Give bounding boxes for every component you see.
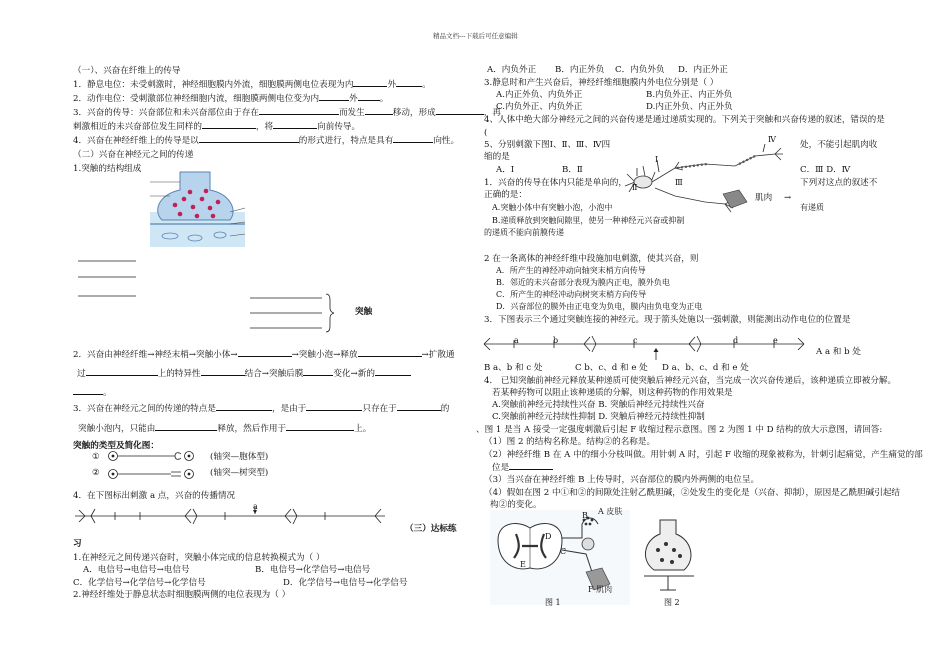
- chain-letter-a: a: [514, 336, 519, 345]
- page-header: 精品文档---下载后可任意编辑: [433, 32, 518, 40]
- neuron-muscle-diagram: [615, 140, 805, 215]
- r7-option-a: A．所产生的神经冲动向轴突末梢方向传导: [496, 266, 646, 275]
- r10-question: 、图 1 是当 A 接受一定强度刺激后引起 F 收缩过程示意图。图 2 为图 1 中 D 结构的放大示意图，请回答:: [476, 425, 883, 435]
- question-transmission-3: 。: [73, 388, 112, 398]
- r6-question-cont: 下列对这点的叙述不: [800, 178, 878, 188]
- r2-option-c: C．内负外负: [615, 65, 665, 75]
- r5-option-b: B．Ⅱ: [562, 165, 583, 175]
- r10-sub-4-cont: 构②的变化。: [490, 500, 542, 510]
- figure-1-muscle-label: F 肌肉: [588, 585, 613, 594]
- question-4: 4．兴奋在神经纤维上的传导是以 的形式进行，特点是具有 向性。: [73, 136, 460, 146]
- point-III-label: Ⅲ: [675, 178, 683, 187]
- figure-2-synapse: [638, 520, 700, 595]
- r9-question-cont: 若某种药物可以阻止该种递质的分解，则这种药物的作用效果是: [492, 388, 733, 398]
- r2-option-d: D．内正外正: [678, 65, 728, 75]
- section-3-title-b: 习: [73, 539, 82, 549]
- r7-option-d: D．兴奋部位的膜外由正电变为负电，膜内由负电变为正电: [496, 302, 703, 311]
- r4-paren: (: [484, 128, 488, 138]
- figure-1-E-label: E: [520, 560, 526, 569]
- r9-option-cd: C.突触前神经元持续性抑制 D. 突触后神经元持续性抑制: [492, 412, 705, 422]
- r4-question: 4、人体中绝大部分神经元之间的兴奋传递是通过递质实现的。下列关于突触和兴奋传递的叙述，错误的是: [484, 115, 885, 125]
- figure-1-skin-label: A 皮肤: [598, 507, 623, 516]
- r7-question: 2 在一条离体的神经纤维中段施加电刺激，使其兴奋，则: [484, 254, 699, 264]
- r3-option-a: A.内正外负、内负外正: [496, 90, 583, 100]
- r3-option-b: B.内负外正、内正外负: [646, 90, 733, 100]
- chain-letter-b: b: [553, 336, 559, 345]
- neuron-chain-diagram: [75, 502, 395, 532]
- r6-question-end: 正确的是：: [484, 190, 527, 200]
- synapse-label: 突触: [355, 307, 373, 317]
- question-feature-2: 突触小泡内，只能由 释放，然后作用于 上。: [78, 424, 372, 434]
- point-I-label: Ⅰ: [655, 155, 659, 164]
- type-1-label: (轴突—胞体型): [210, 452, 269, 462]
- r8-question: 3．下图表示三个通过突触连接的神经元。现于箭头处施以一强刺激，则能测出动作电位的位置是: [484, 315, 851, 325]
- r10-sub-3: （3）当兴奋在神经纤维 B 上传导时，兴奋部位的膜内外两侧的电位呈。: [484, 475, 760, 485]
- synapse-structure-heading: 1.突触的结构组成: [73, 164, 142, 174]
- r5-question-cont: 处，不能引起肌肉收: [800, 140, 878, 150]
- chain-letter-c: c: [633, 336, 638, 345]
- muscle-label: 肌肉: [755, 193, 773, 203]
- r7-option-c: C．所产生的神经冲动向树突末梢方向传导: [496, 290, 647, 299]
- section-3-title-a: （三）达标练: [405, 524, 457, 534]
- r5-option-cd: C．Ⅲ D．Ⅳ: [800, 165, 851, 175]
- r6-question: 1．兴奋的传导在体内只能是单向的，: [484, 178, 627, 188]
- r10-sub-4: （4）假如在图 2 中①和②的间隙处注射乙酰胆碱，②处发生的变化是（兴奋、抑制），原因是乙酰胆碱引起结: [484, 488, 901, 498]
- r3-option-d: D.内正外负、内正外负: [646, 102, 733, 112]
- r8-option-b: B a、b 和 c 处: [484, 363, 543, 373]
- r5-option-a: A．Ⅰ: [496, 165, 515, 175]
- r6-option-b-cont: 的递质不能向前膜传递: [484, 228, 564, 237]
- r6-option-a: A.突触小体中有突触小泡，小泡中: [492, 203, 613, 212]
- section-1-title: （一）、兴奋在纤维上的传导: [73, 66, 181, 76]
- r6-option-b: B.递质释放到突触间隙里，使另一种神经元兴奋或抑制: [492, 216, 685, 225]
- figure-1-C-label: C: [560, 547, 567, 556]
- practice-q1-option-d: D．化学信号→电信号→化学信号: [283, 578, 408, 588]
- r3-option-c: C.内负外正、内负外正: [496, 102, 583, 112]
- practice-q1-option-b: B．电信号→化学信号→电信号: [255, 565, 371, 575]
- label-lines-left: [78, 255, 138, 300]
- r8-option-a: A a 和 b 处: [816, 347, 861, 357]
- section-2-title: （二）兴奋在神经元之间的传递: [73, 150, 194, 160]
- type-2-label: (轴突—树突型): [210, 468, 269, 478]
- question-2: 2．动作电位：受刺激部位神经细胞内流，细胞膜两侧电位变为内 外 。: [73, 94, 389, 104]
- question-1: 1．静息电位：未受刺激时，神经细胞膜内外流，细胞膜两侧电位表现为内 外 。: [73, 80, 431, 90]
- muscle-arrow: →: [784, 193, 792, 203]
- point-IV-label: Ⅳ: [768, 135, 776, 144]
- type-1-number: ①: [92, 452, 100, 462]
- synapse-types-title: 突触的类型及简化图：: [73, 441, 159, 451]
- r7-option-b: B．邻近的未兴奋部分表现为膜内正电，膜外负电: [496, 278, 670, 287]
- r9-option-ab: A.突触前神经元持续性兴奋 B. 突触后神经元持续性兴奋: [492, 400, 705, 410]
- chain-letter-e: e: [773, 336, 778, 345]
- r2-option-a: A．内负外正: [487, 65, 537, 75]
- figure-1-caption: 图 1: [545, 598, 561, 607]
- r8-option-d: D a、b、c、d 和 e 处: [662, 363, 749, 373]
- chain-letter-d: d: [733, 336, 739, 345]
- r10-sub-1: （1）图 2 的结构名称是。结构②的名称是。: [484, 437, 656, 447]
- question-3: 3．兴奋的传导：兴奋部位和未兴奋部位由于存在 而发生 移动，形成 ，再: [73, 108, 501, 118]
- practice-q1: 1.在神经元之间传递兴奋时，突触小体完成的信息转换模式为（ ）: [73, 553, 325, 563]
- synapse-brace: [250, 292, 340, 337]
- practice-q1-option-c: C．化学信号→化学信号→化学信号: [73, 578, 206, 588]
- question-3-cont: 刺激相近的未兴奋部位发生同样的 ，将 向前传导。: [73, 122, 361, 132]
- point-II-label: Ⅱ: [632, 183, 638, 192]
- practice-q1-option-a: A．电信号→电信号→电信号: [83, 565, 190, 575]
- stimulus-point-a: a: [253, 502, 258, 511]
- figure-1-D-label: D: [545, 532, 552, 541]
- question-transmission-2: 过 上的特异性 结合→突触后膜 变化→新的: [77, 369, 411, 379]
- type-2-number: ②: [92, 468, 100, 478]
- r10-sub-2: （2）神经纤维 B 在 A 中的细小分枝叫做。用针刺 A 时，引起 F 收缩的现象被称为，针刺引起痛觉，产生痛觉的部: [484, 450, 923, 460]
- r5-question: 5、分别刺激下图Ⅰ、Ⅱ、Ⅲ、Ⅳ四: [484, 140, 611, 150]
- r2-option-b: B．内正外负: [555, 65, 605, 75]
- r6-option-a-cont: 有递质: [800, 203, 824, 212]
- r9-question: 4． 已知突触前神经元释放某种递质可使突触后神经元兴奋，当完成一次兴奋传递后，该种递质立即被分解。: [484, 376, 897, 386]
- question-transmission-1: 2．兴奋由神经纤维→神经末梢→突触小体→ →突触小泡→释放 →扩散通: [73, 350, 455, 360]
- figure-2-caption: 图 2: [664, 598, 680, 607]
- r5-question-end: 缩的是: [484, 152, 510, 162]
- figure-1-B-label: B: [582, 511, 588, 520]
- r3-question: 3.静息时和产生兴奋后，神经纤维细胞膜内外电位分别是（ ）: [484, 78, 719, 88]
- practice-q2: 2.神经纤维处于静息状态时细胞膜两侧的电位表现为（ ）: [73, 590, 291, 600]
- synapse-diagram: [150, 172, 250, 252]
- r10-sub-2-cont: 位是: [492, 463, 553, 473]
- question-feature-1: 3．兴奋在神经元之间的传递的特点是 ，是由于 只存在于 的: [73, 404, 450, 414]
- r8-option-c: C b、c、d 和 e 处: [575, 363, 648, 373]
- question-stimulus: 4．在下图标出刺激 a 点，兴奋的传播情况: [73, 491, 236, 501]
